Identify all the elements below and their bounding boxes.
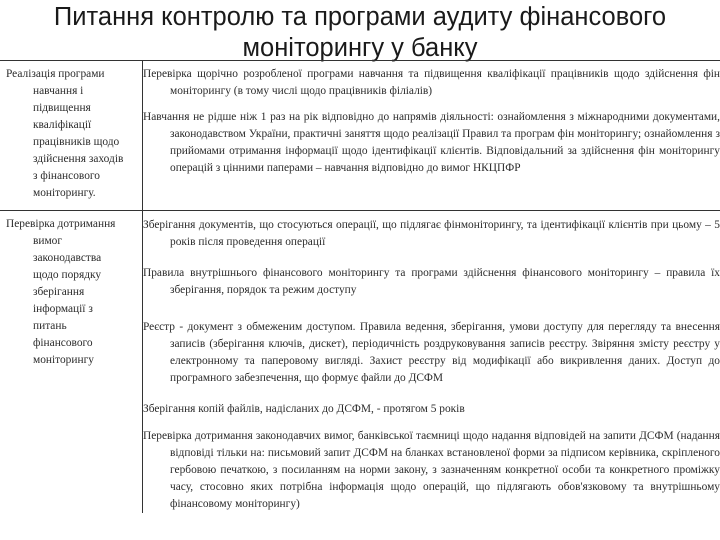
row-heading-storage	[0, 211, 143, 514]
row-heading-line: щодо порядку	[33, 269, 102, 281]
paragraph: Реєстр - документ з обмеженим доступом. Правила ведення, зберігання, умови доступу для перегляду та внесення записів (зберігання ключів, дискет), періодичність роздруковування записів реєстру. Звіряння змісту реєстру у електронному та паперовому вигляді. Захист реєстру від модифікації або викривлення даних. Доступ до програмного забезпечення, що формує файли до ДСФМ	[143, 321, 720, 384]
paragraph: Зберігання копій файлів, надісланих до ДСФМ, - протягом 5 років	[143, 403, 465, 415]
table-row-storage	[0, 211, 720, 514]
row-heading-line: Перевірка дотримання	[6, 218, 116, 230]
row-heading-line: законодавства	[33, 252, 102, 264]
paragraph: Навчання не рідше ніж 1 раз на рік відповідно до напрямів діяльності: ознайомлення з міжнародними документами, законодавством України, практичні заняття щодо реалізації Правил та програм фін моніторингу; ознайомлення з прийомами отримання інформації щодо ідентифікації клієнтів. Відповідальний за здійснення фін моніторингу операцій з цінними паперами – навчання відповідно до вимог НКЦПФР	[143, 111, 720, 174]
row-heading-line: моніторингу.	[33, 187, 96, 199]
row-heading-training	[0, 61, 143, 211]
row-content-storage	[143, 211, 720, 514]
title-line-2: моніторингу у банку	[242, 34, 478, 62]
paragraph: Зберігання документів, що стосуються операції, що підлягає фінмоніторингу, та ідентифікації клієнтів при цьому – 5 років після проведення операції	[143, 219, 720, 248]
audit-table	[0, 60, 720, 513]
row-heading-line: працівників щодо	[33, 136, 120, 148]
row-heading-line: моніторингу	[33, 354, 94, 366]
paragraph: Правила внутрішнього фінансового моніторингу та програми здійснення фінансового моніторингу – правила їх зберігання, порядок та режим доступу	[143, 267, 720, 296]
table-row-training	[0, 61, 720, 211]
title-line-1: Питання контролю та програми аудиту фінансового	[53, 3, 667, 31]
row-heading-line: вимог	[33, 235, 63, 247]
row-heading-line: питань	[33, 320, 67, 332]
row-heading-line: здійснення заходів	[33, 153, 124, 165]
paragraph: Перевірка щорічно розробленої програми навчання та підвищення кваліфікації працівників щодо здійснення фін моніторингу (в тому числі щодо працівників філіалів)	[143, 68, 720, 97]
row-heading-line: Реалізація програми	[6, 68, 105, 80]
row-heading-line: зберігання	[33, 286, 85, 298]
row-heading-line: фінансового	[33, 337, 93, 349]
row-heading-line: кваліфікації	[33, 119, 92, 131]
row-heading-line: підвищення	[33, 102, 91, 114]
row-heading-line: навчання і	[33, 85, 84, 97]
page-title	[0, 2, 720, 64]
row-heading-line: з фінансового	[33, 170, 100, 182]
row-content-training	[143, 61, 720, 211]
row-heading-line: інформації з	[33, 303, 93, 315]
paragraph: Перевірка дотримання законодавчих вимог, банківської таємниці щодо надання відповідей на запити ДСФМ (надання відповіді тільки на: письмовий запит ДСФМ на бланках встановленої форми за підписом керівника, скріпленого гербовою печаткою, з посиланням на норми закону, з зазначенням конкретної особи та конкретного проміжку часу, стосовно яких потрібна інформація щодо операцій, що підлягають обов'язковому та внутрішньому фінансовому моніторингу)	[143, 430, 720, 510]
